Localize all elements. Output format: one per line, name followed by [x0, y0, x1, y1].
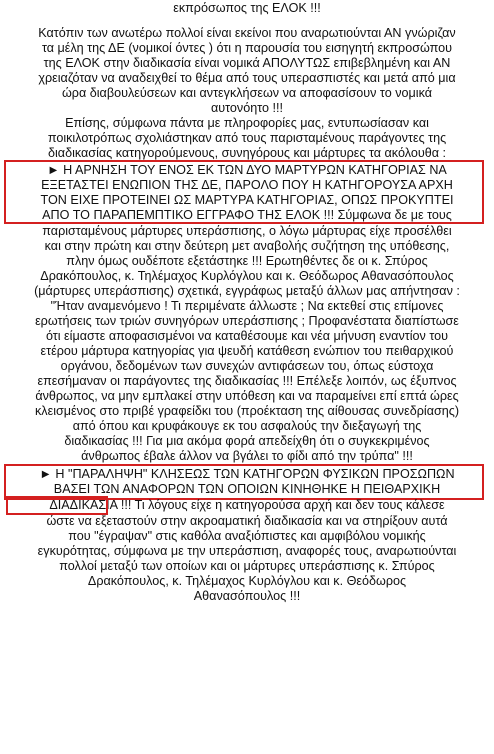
- text-line-29: από όπου και κρυφάκουγε εκ του ασφαλούς την διεξαγωγή της: [72, 419, 422, 433]
- text-line-11: διαδικασίας κατηγορούμενους, συνηγόρους και μάρτυρες τα ακόλουθα :: [47, 146, 446, 160]
- text-line-17: και στην πρώτη και στην δεύτερη μετ αναβολής συζήτηση της υπόθεσης,: [44, 239, 450, 253]
- text-line-23: ότι είμαστε αποφασισμένοι να καταθέσουμε και νέα μήνυση εναντίον του: [45, 329, 449, 343]
- text-line-18: πλην όμως ουδέποτε εξετάστηκε !!! Ερωτηθέντες δε οι κ. Σπύρος: [66, 254, 428, 268]
- text-line-3: Κατόπιν των ανωτέρω πολλοί είναι εκείνοι που αναρωτιούνται ΑΝ γνώριζαν: [38, 26, 456, 40]
- highlight-2-line-1: ► Η "ΠΑΡΑΛΗΨΗ" ΚΛΗΣΕΩΣ ΤΩΝ ΚΑΤΗΓΟΡΩΝ ΦΥΣΙΚΩΝ ΠΡΟΣΩΠΩΝ: [39, 467, 455, 481]
- text-line-25: οργάνου, δεδομένων των συνεχών αντιφάσεων του, όπως εύστοχα: [60, 359, 434, 373]
- text-line-36: που "έγραψαν" στις καθόλα αναξιόπιστες και αμφιβόλου νομικής: [68, 529, 426, 543]
- text-line-22: ερωτήσεις των τριών συνηγόρων υπεράσπισης ; Προφανέστατα διαπίστωσε: [35, 314, 459, 328]
- highlight-1-line-3: ΤΟΝ ΕΙΧΕ ΠΡΟΤΕΙΝΕΙ ΩΣ ΜΑΡΤΥΡΑ ΚΑΤΗΓΟΡΙΑΣ, ΟΠΩΣ ΠΡΟΚΥΠΤΕΙ: [40, 193, 454, 207]
- text-line-30: διαδικασίας !!! Για μια ακόμα φορά απεδείχθη ότι ο συγκεκριμένος: [64, 434, 430, 448]
- text-line-37: εγκυρότητας, σύμφωνα με την υπεράσπιση, αναφορές τους, αναρωτιούνται: [37, 544, 457, 558]
- text-line-8: αυτονόητο !!!: [210, 101, 284, 115]
- highlight-1-line-1: ► Η ΑΡΝΗΣΗ ΤΟΥ ΕΝΟΣ ΕΚ ΤΩΝ ΔΥΟ ΜΑΡΤΥΡΩΝ ΚΑΤΗΓΟΡΙΑΣ ΝΑ: [47, 163, 447, 177]
- text-line-35: ώστε να εξεταστούν στην ακροαματική διαδικασία και να στηρίξουν αυτά: [46, 514, 448, 528]
- text-line-39: Δρακόπουλος, κ. Τηλέμαχος Κυρλόγλου και κ. Θεόδωρος: [87, 574, 407, 588]
- text-line-20: (μάρτυρες υπεράσπισης) σχετικά, εγγράφως μεταξύ άλλων μας απήντησαν :: [34, 284, 460, 298]
- text-line-5: της ΕΛΟΚ στην διαδικασία είναι νομικά ΑΠΟΛΥΤΩΣ επιβεβλημένη και ΑΝ: [43, 56, 451, 70]
- highlight-2-line-2: ΒΑΣΕΙ ΤΩΝ ΑΝΑΦΟΡΩΝ ΤΩΝ ΟΠΟΙΩΝ ΚΙΝΗΘΗΚΕ Η ΠΕΙΘΑΡΧΙΚΗ: [53, 482, 441, 496]
- text-line-4: τα μέλη της ΔΕ (νομικοί όντες ) ότι η παρουσία του εισηγητή εκπροσώπου: [41, 41, 453, 55]
- text-line-38: πολλοί μεταξύ των οποίων και οι μάρτυρες υπεράσπισης κ. Σπύρος: [59, 559, 435, 573]
- text-line-21: "Ήταν αναμενόμενο ! Τι περιμένατε άλλωστε ; Να εκτεθεί στις επίμονες: [50, 299, 444, 313]
- text-line-16: παρισταμένους μάρτυρες υπεράσπισης, ο λόγω μάρτυρας είχε προσέλθει: [42, 224, 452, 238]
- text-line-10: ποικιλοτρόπως σχολιάστηκαν από τους παρισταμένους παράγοντες της: [47, 131, 447, 145]
- text-line-34: ΔΙΑΔΙΚΑΣΙΑ !!! Τι λόγους είχε η κατηγορούσα αρχή και δεν τους κάλεσε: [49, 498, 445, 512]
- text-line-7: ώρα διαβουλεύσεων και αντεγκλήσεων να αποφασίσουν το νομικά: [61, 86, 433, 100]
- text-line-31: άνθρωπος έβαλε άλλον να βγάλει το φίδι από την τρύπα" !!!: [81, 449, 413, 463]
- text-line-28: κλεισμένος στο πριβέ γραφείδκι του (προέκταση της αίθουσας συνεδρίασης): [34, 404, 460, 418]
- text-line-24: ετέρου μάρτυρα κατηγορίας για ψευδή κατάθεση ενώπιον του πειθαρχικού: [40, 344, 454, 358]
- text-line-1: εκπρόσωπος της ΕΛΟΚ !!!: [173, 1, 321, 15]
- text-line-6: χρειαζόταν να αναδειχθεί το θέμα από τους υπερασπιστές και μετά από μια: [38, 71, 456, 85]
- text-line-9: Επίσης, σύμφωνα πάντα με πληροφορίες μας, εντυπωσίασαν και: [65, 116, 429, 130]
- text-line-19: Δρακόπουλος, κ. Τηλέμαχος Κυρλόγλου και κ. Θεόδωρος Αθανασόπουλος: [40, 269, 454, 283]
- text-line-40: Αθανασόπουλος !!!: [193, 589, 301, 603]
- text-line-27: άνθρωπος, να μην εμπλακεί στην υπόθεση και να παραμείνει επί επτά ώρες: [35, 389, 459, 403]
- highlight-1-line-2: ΕΞΕΤΑΣΤΕΙ ΕΝΩΠΙΟΝ ΤΗΣ ΔΕ, ΠΑΡΟΛΟ ΠΟΥ Η ΚΑΤΗΓΟΡΟΥΣΑ ΑΡΧΗ: [41, 178, 453, 192]
- text-line-26: επεσήμαναν οι παράγοντες της διαδικασίας !!! Επέλεξε λοιπόν, ως έξυπνος: [37, 374, 457, 388]
- highlight-1-line-4: ΑΠΟ ΤΟ ΠΑΡΑΠΕΜΠΤΙΚΟ ΕΓΓΡΑΦΟ ΤΗΣ ΕΛΟΚ !!! Σύμφωνα δε με τους: [42, 208, 452, 222]
